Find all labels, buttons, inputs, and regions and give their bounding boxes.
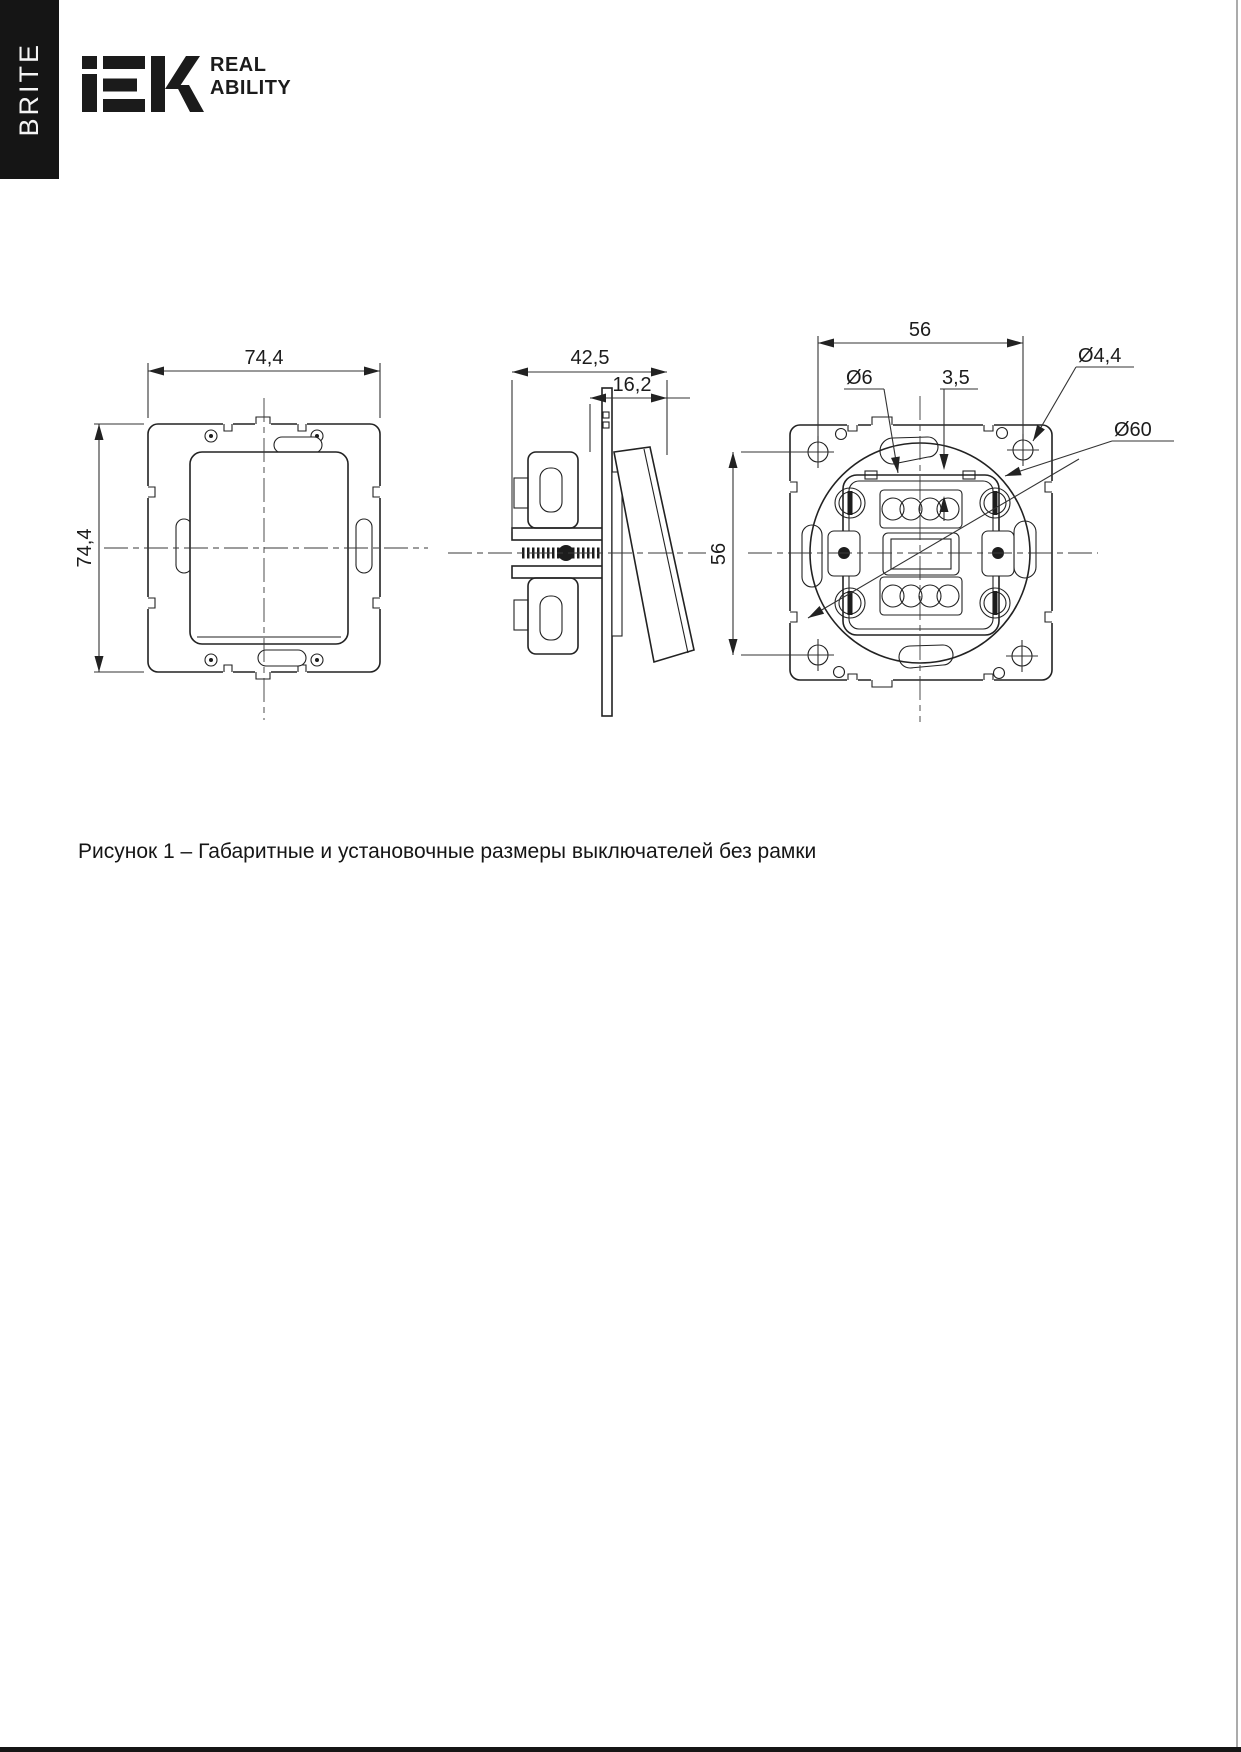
back-width-label: 56 [908,319,932,341]
figure-caption: Рисунок 1 – Габаритные и установочные размеры выключателей без рамки [78,840,817,863]
logo-tagline-1: REAL [210,54,267,76]
mounting-diameter-label: Ø60 [1114,419,1152,441]
side-bracket [612,472,622,636]
back-view-drawing [708,319,1174,722]
side-view-drawing [448,347,706,716]
side-support-plate [602,388,612,716]
page-edge-right [1236,0,1238,1752]
slot-width-label: 3,5 [942,367,970,389]
logo-tagline-2: ABILITY [210,77,292,99]
side-total-depth-label: 42,5 [570,347,610,369]
front-view-drawing [74,347,428,720]
front-height-label: 74,4 [74,528,96,568]
page-edge-bottom [0,1747,1241,1752]
back-height-label: 56 [708,542,730,566]
mounting-diameter-callout [1005,419,1174,476]
side-rocker-key [614,447,694,662]
side-front-depth-label: 16,2 [612,374,652,396]
series-label: BRITE [14,42,44,137]
slot-diameter-label: Ø6 [846,367,873,389]
front-width-label: 74,4 [244,347,284,369]
screw-hole-diameter-label: Ø4,4 [1078,345,1122,367]
